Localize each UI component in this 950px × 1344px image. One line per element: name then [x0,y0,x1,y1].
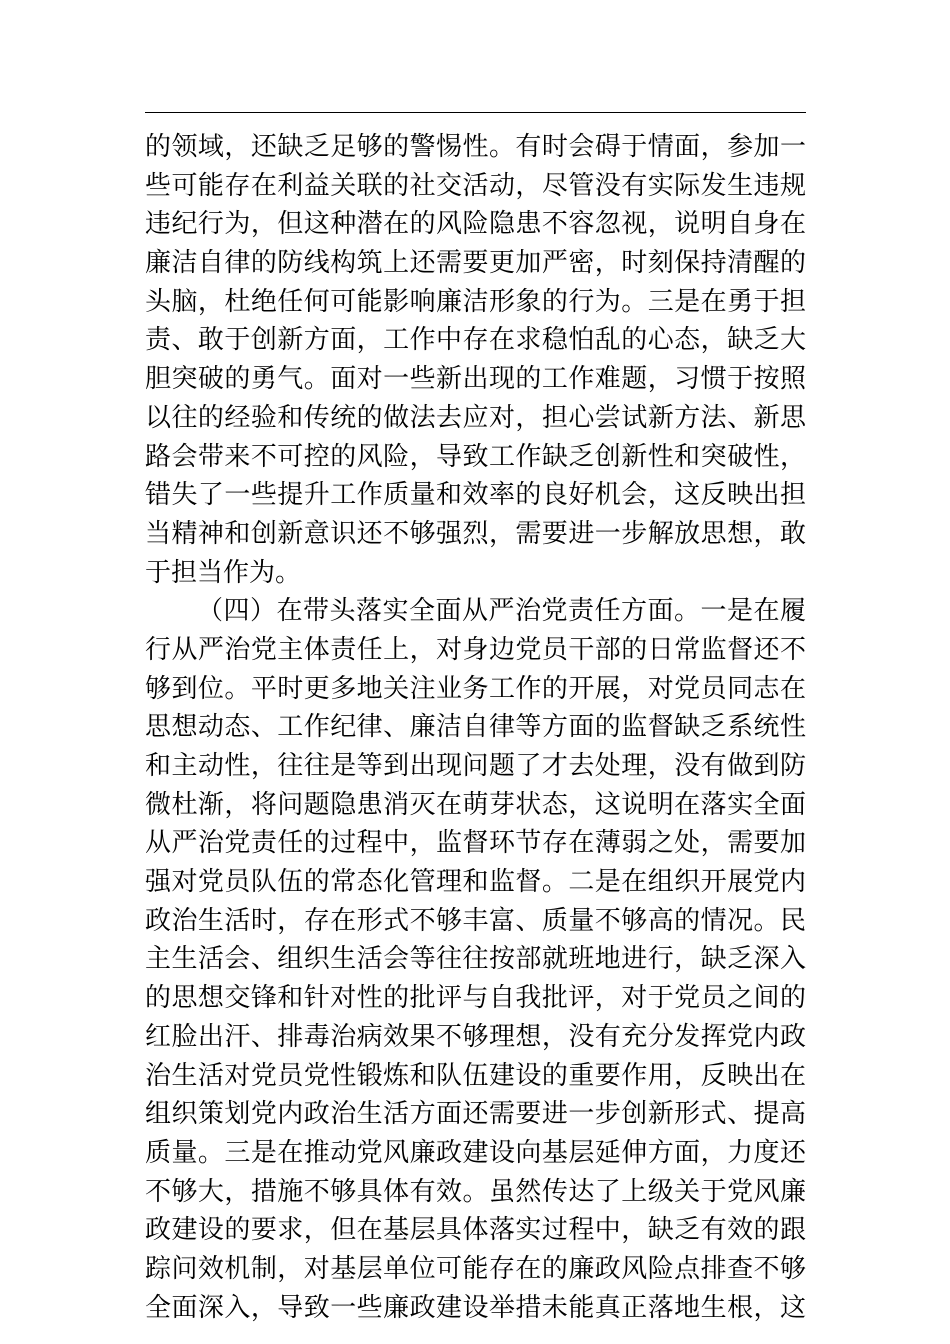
text-line: 违纪行为，但这种潜在的风险隐患不容忽视，说明自身在 [145,209,806,240]
text-line: 当精神和创新意识还不够强烈，需要进一步解放思想，敢 [145,518,806,549]
text-line: 微杜渐，将问题隐患消灭在萌芽状态，这说明在落实全面 [145,789,806,820]
text-line: 以往的经验和传统的做法去应对，担心尝试新方法、新思 [145,402,806,433]
text-line: 不够大，措施不够具体有效。虽然传达了上级关于党风廉 [145,1176,806,1207]
header-rule [145,112,806,113]
text-line: 行从严治党主体责任上，对身边党员干部的日常监督还不 [145,634,806,665]
paragraph-end-line: 于担当作为。 [145,557,302,588]
text-line: 治生活对党员党性锻炼和队伍建设的重要作用，反映出在 [145,1060,806,1091]
text-line: 廉洁自律的防线构筑上还需要更加严密，时刻保持清醒的 [145,248,806,279]
text-line: 头脑，杜绝任何可能影响廉洁形象的行为。三是在勇于担 [145,286,806,317]
text-line: 些可能存在利益关联的社交活动，尽管没有实际发生违规 [145,170,806,201]
section-heading-line: （四）在带头落实全面从严治党责任方面。一是在履 [197,596,806,627]
document-body [145,128,806,1327]
text-line: 政治生活时，存在形式不够丰富、质量不够高的情况。民 [145,905,806,936]
text-line: 错失了一些提升工作质量和效率的良好机会，这反映出担 [145,480,806,511]
text-line: 的思想交锋和针对性的批评与自我批评，对于党员之间的 [145,983,806,1014]
text-line: 够到位。平时更多地关注业务工作的开展，对党员同志在 [145,673,806,704]
text-line: 组织策划党内政治生活方面还需要进一步创新形式、提高 [145,1099,806,1130]
text-line: 和主动性，往往是等到出现问题了才去处理，没有做到防 [145,751,806,781]
text-line: 路会带来不可控的风险，导致工作缺乏创新性和突破性， [145,441,806,472]
text-line: 踪问效机制，对基层单位可能存在的廉政风险点排查不够 [145,1253,806,1284]
text-line: 红脸出汗、排毒治病效果不够理想，没有充分发挥党内政 [145,1021,806,1052]
text-line: 胆突破的勇气。面对一些新出现的工作难题，习惯于按照 [145,364,806,395]
text-line: 政建设的要求，但在基层具体落实过程中，缺乏有效的跟 [145,1215,806,1246]
text-line: 主生活会、组织生活会等往往按部就班地进行，缺乏深入 [145,944,806,975]
text-line: 全面深入，导致一些廉政建设举措未能真正落地生根，这 [145,1292,806,1323]
text-line: 从严治党责任的过程中，监督环节存在薄弱之处，需要加 [145,828,806,859]
text-line: 的领域，还缺乏足够的警惕性。有时会碍于情面，参加一 [145,132,806,162]
text-line: 思想动态、工作纪律、廉洁自律等方面的监督缺乏系统性 [145,712,806,743]
text-line: 强对党员队伍的常态化管理和监督。二是在组织开展党内 [145,867,806,898]
text-line: 质量。三是在推动党风廉政建设向基层延伸方面，力度还 [145,1137,806,1168]
text-line: 责、敢于创新方面，工作中存在求稳怕乱的心态，缺乏大 [145,325,806,356]
